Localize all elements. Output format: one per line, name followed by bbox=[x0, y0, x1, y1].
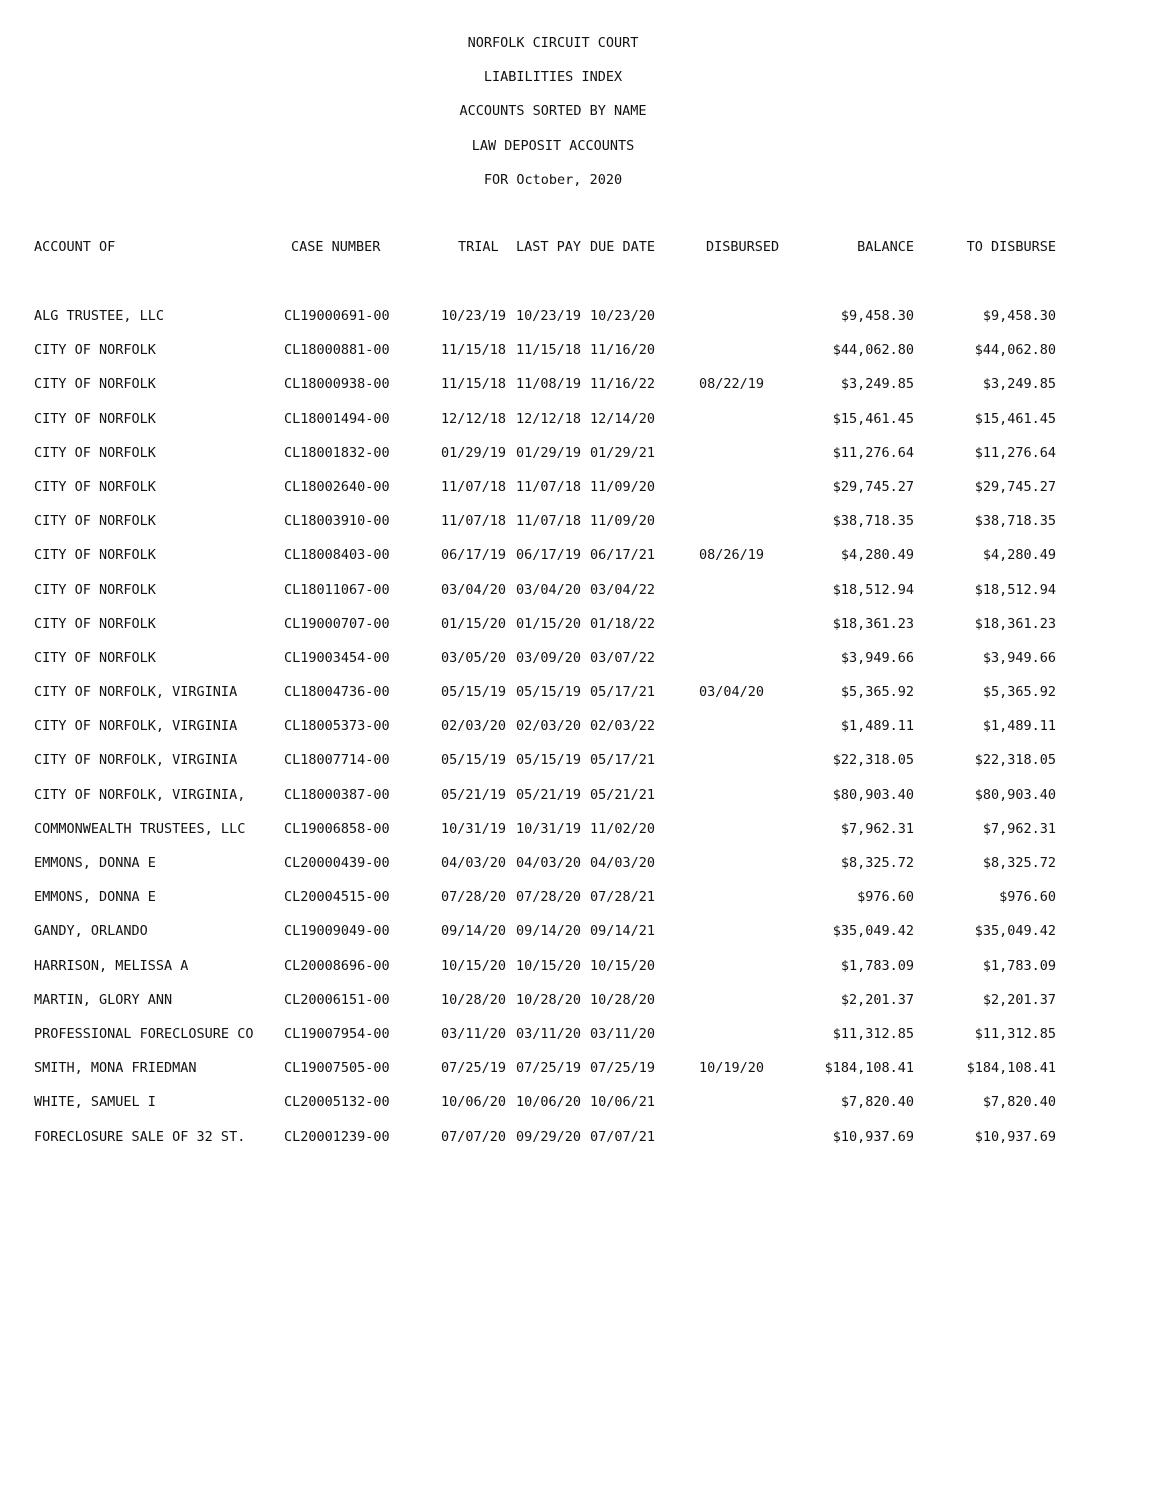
cell-to-disburse: $3,249.85 bbox=[982, 376, 1056, 393]
cell-trial: 10/31/19 bbox=[441, 820, 507, 837]
cell-last-pay: 03/09/20 bbox=[516, 649, 582, 666]
cell-last-pay: 10/31/19 bbox=[516, 820, 582, 837]
table-row bbox=[0, 820, 1156, 854]
cell-last-pay: 02/03/20 bbox=[516, 718, 582, 735]
cell-due-date: 03/07/22 bbox=[590, 649, 656, 666]
cell-to-disburse: $15,461.45 bbox=[974, 410, 1056, 427]
cell-case-number: CL18000387-00 bbox=[284, 786, 390, 803]
cell-due-date: 05/17/21 bbox=[590, 752, 656, 769]
cell-account-of: CITY OF NORFOLK bbox=[34, 478, 156, 495]
cell-last-pay: 05/15/19 bbox=[516, 752, 582, 769]
cell-balance: $7,962.31 bbox=[840, 820, 914, 837]
header-disbursed: DISBURSED bbox=[706, 239, 780, 255]
cell-case-number: CL18005373-00 bbox=[284, 718, 390, 735]
cell-balance: $18,361.23 bbox=[832, 615, 914, 632]
cell-trial: 10/28/20 bbox=[441, 991, 507, 1008]
cell-case-number: CL19007505-00 bbox=[284, 1060, 390, 1077]
cell-last-pay: 07/28/20 bbox=[516, 889, 582, 906]
cell-due-date: 10/28/20 bbox=[590, 991, 656, 1008]
table-row bbox=[0, 615, 1156, 649]
cell-to-disburse: $80,903.40 bbox=[974, 786, 1056, 803]
cell-last-pay: 05/15/19 bbox=[516, 684, 582, 701]
cell-balance: $35,049.42 bbox=[832, 923, 914, 940]
cell-last-pay: 09/14/20 bbox=[516, 923, 582, 940]
cell-to-disburse: $7,962.31 bbox=[982, 820, 1056, 837]
cell-due-date: 11/16/20 bbox=[590, 342, 656, 359]
cell-case-number: CL20001239-00 bbox=[284, 1128, 390, 1145]
header-case-number: CASE NUMBER bbox=[291, 239, 381, 255]
table-row bbox=[0, 1025, 1156, 1059]
cell-disbursed: 08/22/19 bbox=[699, 376, 765, 393]
table-row bbox=[0, 957, 1156, 991]
cell-case-number: CL18004736-00 bbox=[284, 684, 390, 701]
cell-balance: $2,201.37 bbox=[840, 991, 914, 1008]
table-row bbox=[0, 478, 1156, 512]
cell-trial: 10/06/20 bbox=[441, 1094, 507, 1111]
sort-description: ACCOUNTS SORTED BY NAME bbox=[459, 103, 647, 120]
cell-last-pay: 09/29/20 bbox=[516, 1128, 582, 1145]
cell-trial: 07/25/19 bbox=[441, 1060, 507, 1077]
table-row bbox=[0, 922, 1156, 956]
cell-balance: $10,937.69 bbox=[832, 1128, 914, 1145]
cell-trial: 03/04/20 bbox=[441, 581, 507, 598]
header-due-date: DUE DATE bbox=[590, 239, 656, 255]
cell-account-of: CITY OF NORFOLK bbox=[34, 547, 156, 564]
cell-last-pay: 07/25/19 bbox=[516, 1060, 582, 1077]
cell-to-disburse: $29,745.27 bbox=[974, 478, 1056, 495]
cell-account-of: CITY OF NORFOLK, VIRGINIA bbox=[34, 752, 238, 769]
cell-to-disburse: $11,276.64 bbox=[974, 444, 1056, 461]
cell-balance: $7,820.40 bbox=[840, 1094, 914, 1111]
cell-account-of: PROFESSIONAL FORECLOSURE CO bbox=[34, 1025, 254, 1042]
cell-to-disburse: $2,201.37 bbox=[982, 991, 1056, 1008]
cell-due-date: 06/17/21 bbox=[590, 547, 656, 564]
cell-due-date: 05/17/21 bbox=[590, 684, 656, 701]
cell-due-date: 11/16/22 bbox=[590, 376, 656, 393]
cell-balance: $8,325.72 bbox=[840, 855, 914, 871]
cell-trial: 07/07/20 bbox=[441, 1128, 507, 1145]
cell-balance: $1,489.11 bbox=[840, 718, 914, 735]
cell-last-pay: 03/11/20 bbox=[516, 1025, 582, 1042]
cell-due-date: 01/29/21 bbox=[590, 444, 656, 461]
cell-to-disburse: $18,512.94 bbox=[974, 581, 1056, 598]
cell-to-disburse: $35,049.42 bbox=[974, 923, 1056, 940]
cell-due-date: 05/21/21 bbox=[590, 786, 656, 803]
cell-to-disburse: $4,280.49 bbox=[982, 547, 1056, 564]
cell-balance: $80,903.40 bbox=[832, 786, 914, 803]
header-to-disburse: TO DISBURSE bbox=[966, 239, 1056, 255]
table-row bbox=[0, 751, 1156, 785]
cell-case-number: CL20008696-00 bbox=[284, 957, 390, 974]
cell-to-disburse: $38,718.35 bbox=[974, 513, 1056, 530]
table-row bbox=[0, 375, 1156, 409]
table-row bbox=[0, 410, 1156, 444]
cell-to-disburse: $22,318.05 bbox=[974, 752, 1056, 769]
header-balance: BALANCE bbox=[857, 239, 914, 255]
table-row bbox=[0, 341, 1156, 375]
cell-due-date: 07/28/21 bbox=[590, 889, 656, 906]
cell-balance: $11,312.85 bbox=[832, 1025, 914, 1042]
cell-last-pay: 10/28/20 bbox=[516, 991, 582, 1008]
cell-case-number: CL19009049-00 bbox=[284, 923, 390, 940]
cell-to-disburse: $44,062.80 bbox=[974, 342, 1056, 359]
cell-account-of: COMMONWEALTH TRUSTEES, LLC bbox=[34, 820, 246, 837]
cell-trial: 01/29/19 bbox=[441, 444, 507, 461]
account-list bbox=[0, 307, 1156, 1162]
table-row bbox=[0, 1128, 1156, 1162]
cell-to-disburse: $5,365.92 bbox=[982, 684, 1056, 701]
cell-trial: 05/15/19 bbox=[441, 684, 507, 701]
cell-last-pay: 06/17/19 bbox=[516, 547, 582, 564]
cell-balance: $38,718.35 bbox=[832, 513, 914, 530]
cell-trial: 11/15/18 bbox=[441, 342, 507, 359]
cell-balance: $184,108.41 bbox=[824, 1060, 914, 1077]
report-header bbox=[0, 34, 1106, 205]
cell-trial: 03/11/20 bbox=[441, 1025, 507, 1042]
table-row bbox=[0, 444, 1156, 478]
table-row bbox=[0, 581, 1156, 615]
cell-to-disburse: $11,312.85 bbox=[974, 1025, 1056, 1042]
cell-due-date: 12/14/20 bbox=[590, 410, 656, 427]
cell-trial: 06/17/19 bbox=[441, 547, 507, 564]
cell-balance: $3,249.85 bbox=[840, 376, 914, 393]
table-row bbox=[0, 512, 1156, 546]
cell-case-number: CL18007714-00 bbox=[284, 752, 390, 769]
table-row bbox=[0, 717, 1156, 751]
cell-due-date: 02/03/22 bbox=[590, 718, 656, 735]
cell-trial: 04/03/20 bbox=[441, 855, 507, 871]
cell-trial: 07/28/20 bbox=[441, 889, 507, 906]
header-trial: TRIAL bbox=[458, 239, 499, 255]
cell-to-disburse: $1,783.09 bbox=[982, 957, 1056, 974]
cell-trial: 05/15/19 bbox=[441, 752, 507, 769]
cell-balance: $5,365.92 bbox=[840, 684, 914, 701]
cell-trial: 02/03/20 bbox=[441, 718, 507, 735]
table-row bbox=[0, 546, 1156, 580]
cell-due-date: 10/06/21 bbox=[590, 1094, 656, 1111]
cell-case-number: CL18008403-00 bbox=[284, 547, 390, 564]
cell-account-of: EMMONS, DONNA E bbox=[34, 855, 156, 871]
column-headers bbox=[0, 239, 1156, 257]
cell-last-pay: 12/12/18 bbox=[516, 410, 582, 427]
cell-last-pay: 11/08/19 bbox=[516, 376, 582, 393]
cell-to-disburse: $7,820.40 bbox=[982, 1094, 1056, 1111]
cell-account-of: CITY OF NORFOLK bbox=[34, 342, 156, 359]
cell-balance: $11,276.64 bbox=[832, 444, 914, 461]
cell-account-of: FORECLOSURE SALE OF 32 ST. bbox=[34, 1128, 246, 1145]
cell-case-number: CL19003454-00 bbox=[284, 649, 390, 666]
cell-account-of: SMITH, MONA FRIEDMAN bbox=[34, 1060, 197, 1077]
cell-balance: $15,461.45 bbox=[832, 410, 914, 427]
cell-case-number: CL19007954-00 bbox=[284, 1025, 390, 1042]
cell-due-date: 07/25/19 bbox=[590, 1060, 656, 1077]
cell-case-number: CL18001494-00 bbox=[284, 410, 390, 427]
cell-to-disburse: $184,108.41 bbox=[966, 1060, 1056, 1077]
cell-case-number: CL18000938-00 bbox=[284, 376, 390, 393]
cell-case-number: CL18001832-00 bbox=[284, 444, 390, 461]
cell-due-date: 11/09/20 bbox=[590, 513, 656, 530]
table-row bbox=[0, 786, 1156, 820]
cell-balance: $9,458.30 bbox=[840, 308, 914, 324]
cell-account-of: MARTIN, GLORY ANN bbox=[34, 991, 173, 1008]
cell-account-of: CITY OF NORFOLK bbox=[34, 444, 156, 461]
cell-due-date: 11/02/20 bbox=[590, 820, 656, 837]
cell-due-date: 10/23/20 bbox=[590, 308, 656, 324]
cell-to-disburse: $1,489.11 bbox=[982, 718, 1056, 735]
table-row bbox=[0, 1093, 1156, 1127]
cell-account-of: CITY OF NORFOLK bbox=[34, 376, 156, 393]
index-title: LIABILITIES INDEX bbox=[483, 69, 623, 86]
cell-due-date: 09/14/21 bbox=[590, 923, 656, 940]
cell-trial: 11/07/18 bbox=[441, 478, 507, 495]
table-row bbox=[0, 888, 1156, 922]
cell-to-disburse: $18,361.23 bbox=[974, 615, 1056, 632]
cell-last-pay: 11/07/18 bbox=[516, 478, 582, 495]
cell-to-disburse: $976.60 bbox=[999, 889, 1056, 906]
cell-case-number: CL20005132-00 bbox=[284, 1094, 390, 1111]
cell-account-of: HARRISON, MELISSA A bbox=[34, 957, 189, 974]
cell-due-date: 11/09/20 bbox=[590, 478, 656, 495]
cell-last-pay: 11/15/18 bbox=[516, 342, 582, 359]
cell-account-of: CITY OF NORFOLK, VIRGINIA bbox=[34, 684, 238, 701]
cell-trial: 05/21/19 bbox=[441, 786, 507, 803]
cell-account-of: CITY OF NORFOLK bbox=[34, 581, 156, 598]
header-account-of: ACCOUNT OF bbox=[34, 239, 116, 255]
cell-disbursed: 08/26/19 bbox=[699, 547, 765, 564]
cell-case-number: CL18003910-00 bbox=[284, 513, 390, 530]
cell-last-pay: 10/15/20 bbox=[516, 957, 582, 974]
cell-balance: $29,745.27 bbox=[832, 478, 914, 495]
cell-to-disburse: $10,937.69 bbox=[974, 1128, 1056, 1145]
cell-account-of: CITY OF NORFOLK bbox=[34, 649, 156, 666]
table-row bbox=[0, 683, 1156, 717]
cell-account-of: CITY OF NORFOLK bbox=[34, 513, 156, 530]
cell-account-of: CITY OF NORFOLK bbox=[34, 615, 156, 632]
table-row bbox=[0, 991, 1156, 1025]
table-row bbox=[0, 1059, 1156, 1093]
cell-due-date: 03/04/22 bbox=[590, 581, 656, 598]
cell-account-of: EMMONS, DONNA E bbox=[34, 889, 156, 906]
cell-trial: 01/15/20 bbox=[441, 615, 507, 632]
cell-account-of: ALG TRUSTEE, LLC bbox=[34, 308, 165, 324]
cell-balance: $4,280.49 bbox=[840, 547, 914, 564]
cell-last-pay: 10/23/19 bbox=[516, 308, 582, 324]
cell-to-disburse: $3,949.66 bbox=[982, 649, 1056, 666]
cell-last-pay: 04/03/20 bbox=[516, 855, 582, 871]
cell-due-date: 03/11/20 bbox=[590, 1025, 656, 1042]
cell-balance: $22,318.05 bbox=[832, 752, 914, 769]
cell-last-pay: 01/29/19 bbox=[516, 444, 582, 461]
cell-last-pay: 01/15/20 bbox=[516, 615, 582, 632]
table-row bbox=[0, 649, 1156, 683]
header-last-pay: LAST PAY bbox=[516, 239, 582, 255]
table-row bbox=[0, 854, 1156, 888]
cell-last-pay: 05/21/19 bbox=[516, 786, 582, 803]
cell-case-number: CL19000707-00 bbox=[284, 615, 390, 632]
court-name: NORFOLK CIRCUIT COURT bbox=[467, 35, 639, 51]
cell-disbursed: 10/19/20 bbox=[699, 1060, 765, 1077]
cell-account-of: CITY OF NORFOLK, VIRGINIA, bbox=[34, 786, 246, 803]
cell-last-pay: 03/04/20 bbox=[516, 581, 582, 598]
report-period: FOR October, 2020 bbox=[483, 171, 623, 188]
cell-trial: 10/15/20 bbox=[441, 957, 507, 974]
cell-account-of: WHITE, SAMUEL I bbox=[34, 1094, 156, 1111]
cell-balance: $1,783.09 bbox=[840, 957, 914, 974]
cell-to-disburse: $9,458.30 bbox=[982, 308, 1056, 324]
cell-case-number: CL20000439-00 bbox=[284, 855, 390, 871]
cell-due-date: 07/07/21 bbox=[590, 1128, 656, 1145]
cell-balance: $44,062.80 bbox=[832, 342, 914, 359]
cell-case-number: CL20006151-00 bbox=[284, 991, 390, 1008]
cell-trial: 10/23/19 bbox=[441, 308, 507, 324]
cell-balance: $3,949.66 bbox=[840, 649, 914, 666]
cell-disbursed: 03/04/20 bbox=[699, 684, 765, 701]
cell-due-date: 04/03/20 bbox=[590, 855, 656, 871]
cell-case-number: CL19000691-00 bbox=[284, 308, 390, 324]
cell-due-date: 01/18/22 bbox=[590, 615, 656, 632]
cell-balance: $976.60 bbox=[857, 889, 914, 906]
cell-trial: 03/05/20 bbox=[441, 649, 507, 666]
cell-trial: 11/15/18 bbox=[441, 376, 507, 393]
cell-account-of: CITY OF NORFOLK bbox=[34, 410, 156, 427]
cell-last-pay: 10/06/20 bbox=[516, 1094, 582, 1111]
cell-trial: 09/14/20 bbox=[441, 923, 507, 940]
cell-account-of: GANDY, ORLANDO bbox=[34, 923, 148, 940]
cell-account-of: CITY OF NORFOLK, VIRGINIA bbox=[34, 718, 238, 735]
cell-trial: 11/07/18 bbox=[441, 513, 507, 530]
cell-last-pay: 11/07/18 bbox=[516, 513, 582, 530]
cell-case-number: CL18011067-00 bbox=[284, 581, 390, 598]
cell-case-number: CL18002640-00 bbox=[284, 478, 390, 495]
cell-to-disburse: $8,325.72 bbox=[982, 855, 1056, 871]
account-type: LAW DEPOSIT ACCOUNTS bbox=[471, 137, 635, 154]
cell-balance: $18,512.94 bbox=[832, 581, 914, 598]
cell-due-date: 10/15/20 bbox=[590, 957, 656, 974]
cell-case-number: CL18000881-00 bbox=[284, 342, 390, 359]
cell-case-number: CL19006858-00 bbox=[284, 820, 390, 837]
cell-trial: 12/12/18 bbox=[441, 410, 507, 427]
cell-case-number: CL20004515-00 bbox=[284, 889, 390, 906]
table-row bbox=[0, 307, 1156, 341]
